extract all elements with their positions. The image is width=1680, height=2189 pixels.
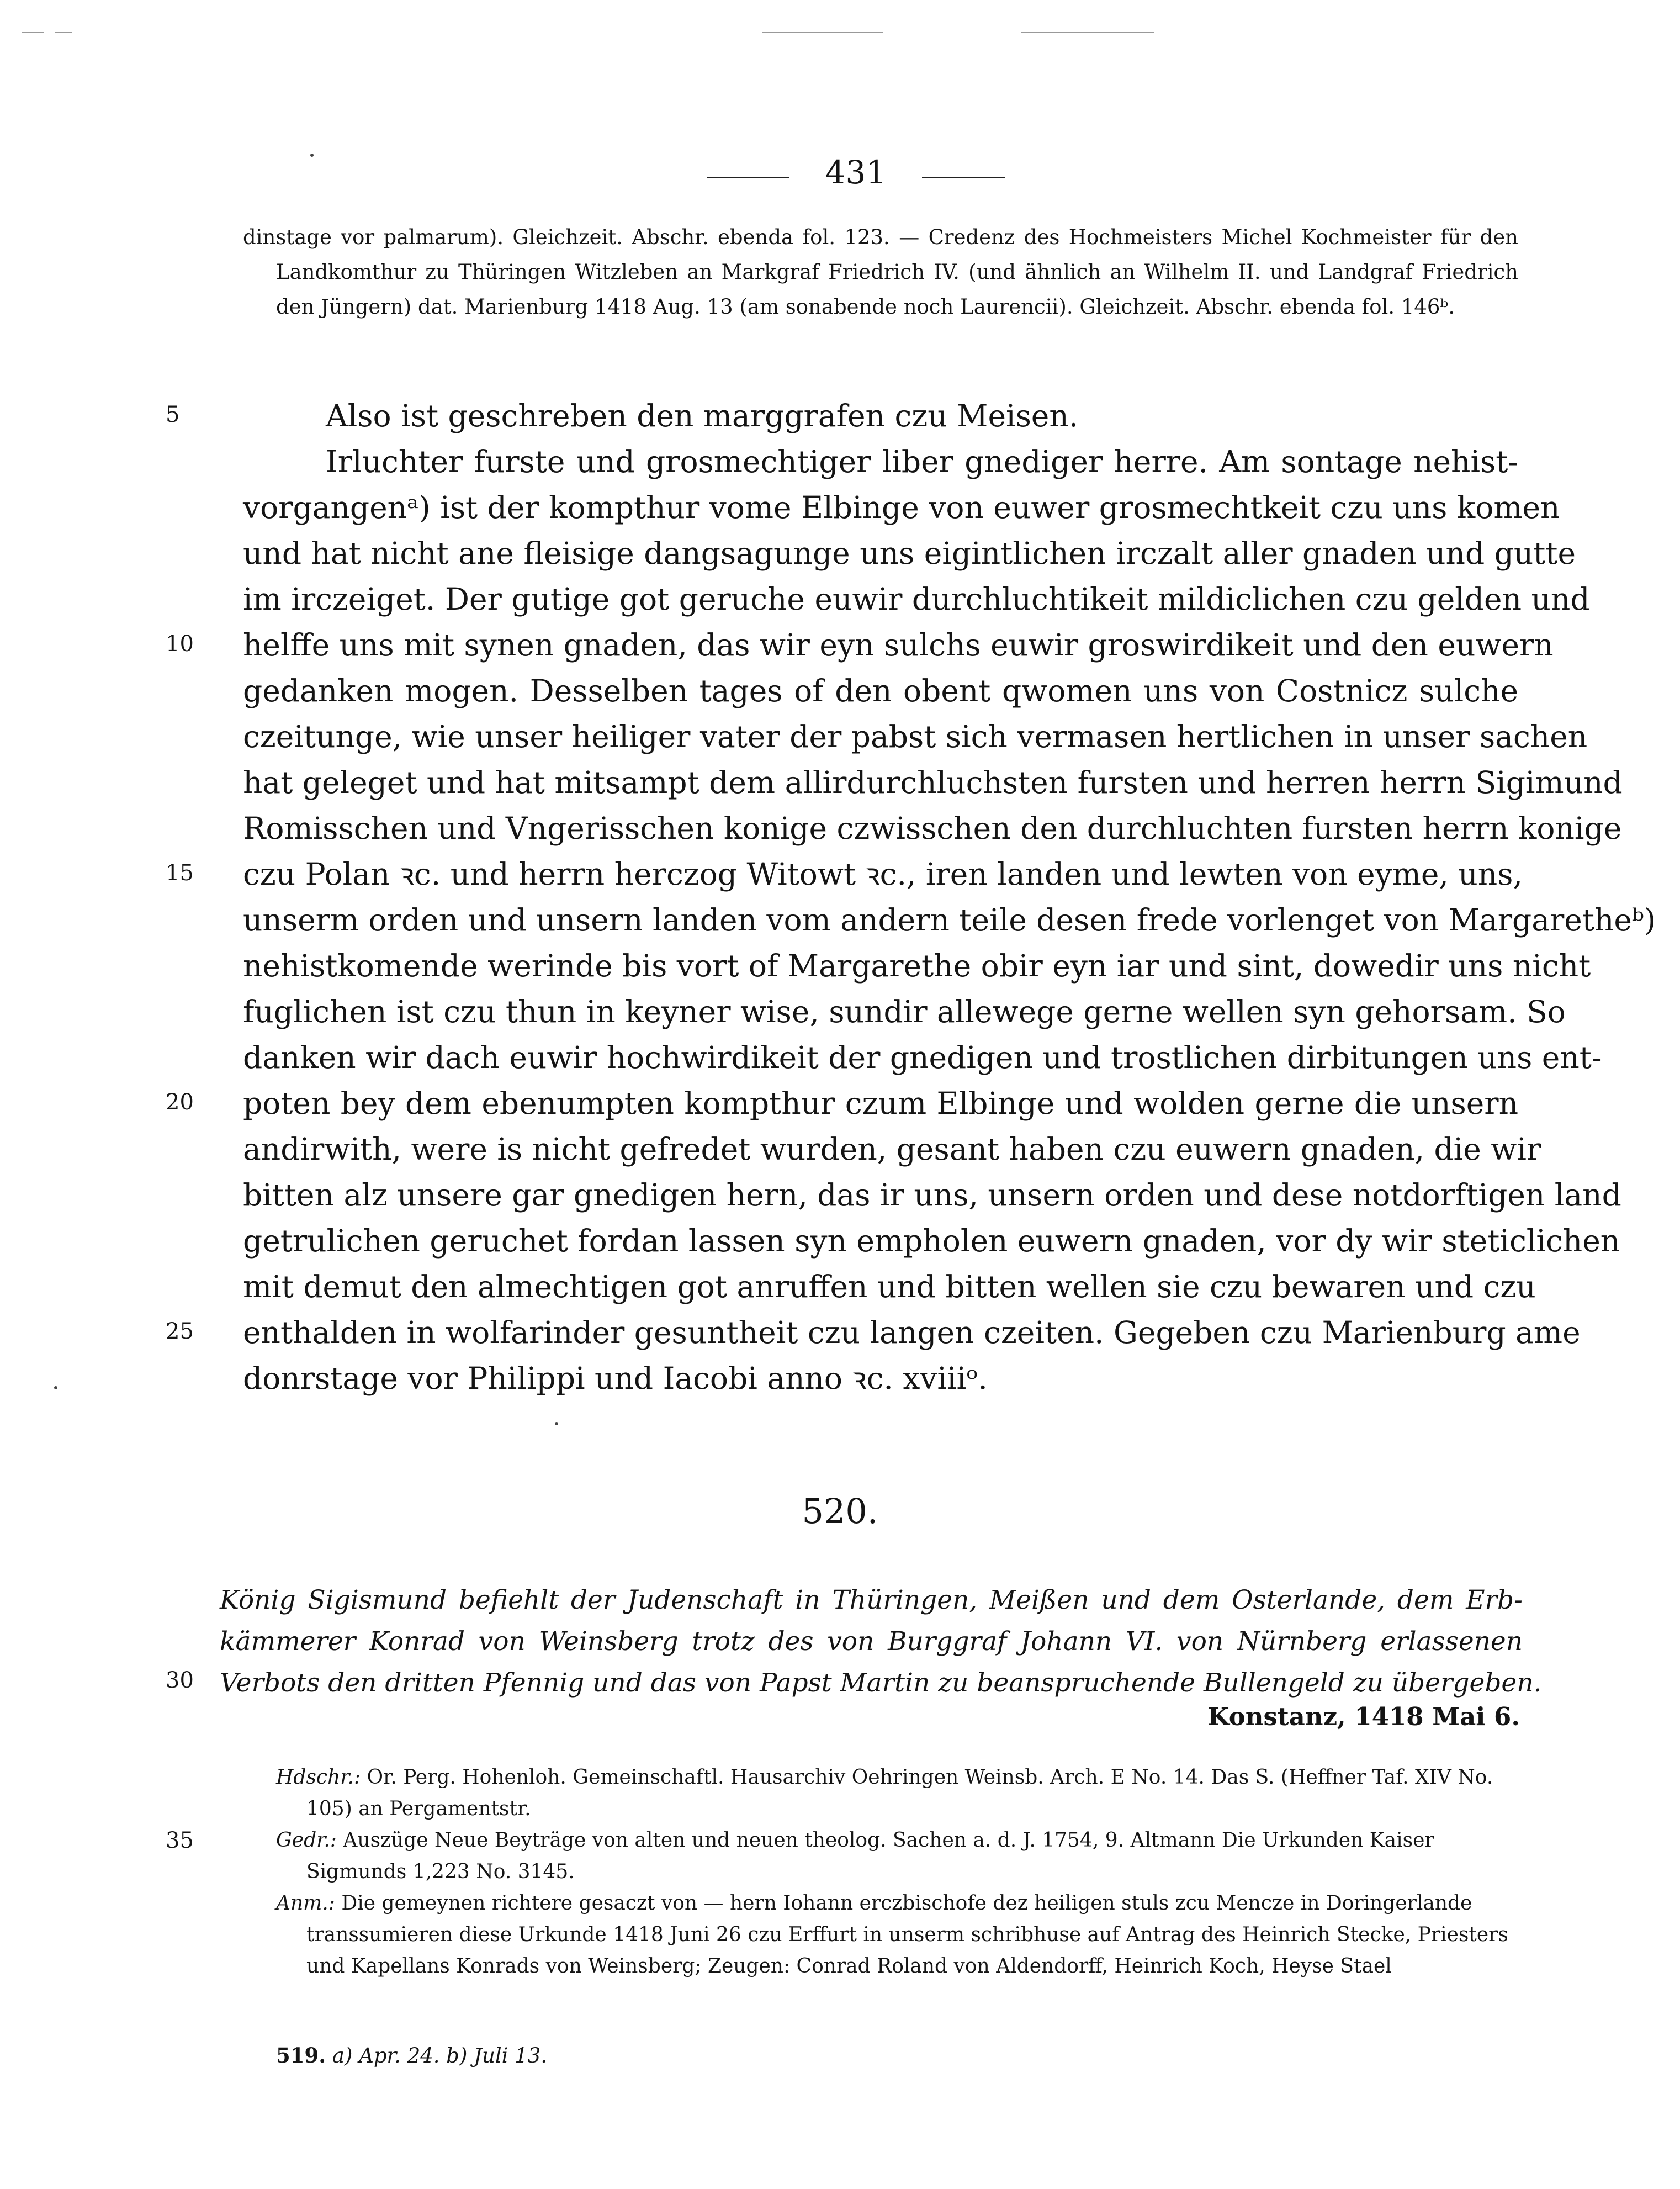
line-number-10: 10 — [166, 631, 194, 657]
scan-mark — [762, 32, 883, 33]
text-line: nehistkomende werinde bis vort of Margarethe obir eyn iar und sint, dowedir uns nicht — [243, 948, 1591, 984]
document-apparatus — [276, 1762, 1524, 1982]
text-line: gedanken mogen. Desselben tages of den obent qwomen uns von Costnicz sulche — [243, 673, 1518, 708]
regest-line: Verbots den dritten Pfennig und das von Papst Martin zu beanspruchende Bullengeld zu übergeben. — [220, 1668, 1542, 1698]
manuscript-note — [276, 1762, 1524, 1825]
document-dateline: Konstanz, 1418 Mai 6. — [1207, 1702, 1520, 1731]
document-regest — [220, 1579, 1542, 1704]
line-number-20: 20 — [166, 1090, 194, 1115]
line-number-5: 5 — [166, 402, 180, 427]
line-number-35: 35 — [166, 1828, 194, 1853]
scan-mark — [55, 32, 72, 33]
scan-speck — [310, 154, 314, 157]
note-label: Gedr.: — [276, 1829, 337, 1852]
text-line: im irczeiget. Der gutige got geruche euwir durchluchtikeit mildiclichen czu gelden und — [243, 581, 1590, 617]
note-text: Or. Perg. Hohenloh. Gemeinschaftl. Hausarchiv Oehringen Weinsb. Arch. E No. 14. Das S. (Heffner Taf. XIV No. 105) an Pergamentstr. — [306, 1766, 1493, 1820]
remark-note — [276, 1887, 1524, 1982]
text-line: andirwith, were is nicht gefredet wurden, gesant haben czu euwern gnaden, die wir — [243, 1131, 1541, 1167]
text-line: Irluchter furste und grosmechtiger liber gnediger herre. Am sontage nehist- — [326, 444, 1518, 479]
scan-mark — [22, 32, 44, 33]
text-line: vorgangenᵃ) ist der kompthur vome Elbinge von euwer grosmechtkeit czu uns komen — [243, 490, 1560, 525]
line-number-15: 15 — [166, 860, 194, 886]
print-note — [276, 1825, 1524, 1887]
text-line: helffe uns mit synen gnaden, das wir eyn sulchs euwir groswirdikeit und den euwern — [243, 627, 1554, 663]
page-header — [707, 154, 1005, 192]
note-text: Die gemeynen richtere gesaczt von — hern Iohann erczbischofe dez heiligen stuls zcu Mencze in Doringerlande transsumieren diese Urkunde 1418 Juni 26 czu Erffurt in unserm schribhuse auf Antrag des Heinrich Stecke, Priesters und Kapellans Konrads von Weinsberg; Zeugen: Conrad Roland von Aldendorff, Heinrich Koch, Heyse Stael — [306, 1892, 1508, 1977]
letter-text — [243, 393, 1656, 1402]
scan-speck — [54, 1386, 57, 1389]
text-line: danken wir dach euwir hochwirdikeit der gnedigen und trostlichen dirbitungen uns ent- — [243, 1040, 1602, 1075]
scan-mark — [1021, 32, 1154, 33]
footnote-ref: 519. — [276, 2043, 326, 2068]
text-line: donrstage vor Philippi und Iacobi anno ꝛc. xviiiᵒ. — [243, 1361, 988, 1396]
text-line: bitten alz unsere gar gnedigen hern, das ir uns, unsern orden und dese notdorftigen land — [243, 1177, 1621, 1213]
text-line: poten bey dem ebenumpten kompthur czum Elbinge und wolden gerne die unsern — [243, 1086, 1518, 1121]
text-line: hat geleget und hat mitsampt dem allirdurchluchsten fursten und herren herrn Sigimund — [243, 765, 1623, 800]
regest-line: König Sigismund befiehlt der Judenschaft in Thüringen, Meißen und dem Osterlande, dem Erb- — [220, 1585, 1523, 1615]
previous-document-notes — [243, 220, 1518, 324]
text-line: mit demut den almechtigen got anruffen und bitten wellen sie czu bewaren und czu — [243, 1269, 1536, 1304]
text-line: Romisschen und Vngerisschen konige czwisschen den durchluchten fursten herrn konige — [243, 811, 1622, 846]
footnote — [276, 2043, 547, 2068]
text-line: getrulichen geruchet fordan lassen syn empholen euwern gnaden, vor dy wir steticlichen — [243, 1223, 1620, 1259]
header-rule-right — [922, 177, 1005, 178]
text-line: czu Polan ꝛc. und herrn herczog Witowt ꝛc., iren landen und lewten von eyme, uns, — [243, 856, 1523, 892]
note-label: Anm.: — [276, 1892, 335, 1915]
line-number-30: 30 — [166, 1668, 194, 1693]
text-line: fuglichen ist czu thun in keyner wise, sundir allewege gerne wellen syn gehorsam. So — [243, 994, 1566, 1029]
page-number: 431 — [825, 154, 887, 191]
text-line: unserm orden und unsern landen vom andern teile desen frede vorlenget von Margaretheᵇ) — [243, 902, 1656, 938]
previous-document-text: dinstage vor palmarum). Gleichzeit. Abschr. ebenda fol. 123. — Credenz des Hochmeisters Michel Kochmeister für den Landkomthur zu Thüringen Witzleben an Markgraf Friedrich IV. (und ähnlich an Wilhelm II. und Landgraf Friedrich den Jüngern) dat. Marienburg 1418 Aug. 13 (am sonabende noch Laurencii). Gleichzeit. Abschr. ebenda fol. 146ᵇ. — [243, 225, 1518, 319]
regest-line: kämmerer Konrad von Weinsberg trotz des von Burggraf Johann VI. von Nürnberg erlassenen — [220, 1626, 1523, 1657]
letter-heading: Also ist geschreben den marggrafen czu Meisen. — [326, 398, 1079, 433]
footnote-text: a) Apr. 24. b) Juli 13. — [332, 2044, 548, 2068]
text-line: czeitunge, wie unser heiliger vater der pabst sich vermasen hertlichen in unser sachen — [243, 719, 1588, 754]
note-text: Auszüge Neue Beyträge von alten und neuen theolog. Sachen a. d. J. 1754, 9. Altmann Die Urkunden Kaiser Sigmunds 1,223 No. 3145. — [306, 1829, 1434, 1883]
document-number: 520. — [802, 1491, 878, 1531]
text-line: enthalden in wolfarinder gesuntheit czu langen czeiten. Gegeben czu Marienburg ame — [243, 1315, 1581, 1350]
scan-speck — [555, 1422, 558, 1425]
line-number-25: 25 — [166, 1319, 194, 1344]
text-line: und hat nicht ane fleisige dangsagunge uns eigintlichen irczalt aller gnaden und gutte — [243, 536, 1576, 571]
note-label: Hdschr.: — [276, 1766, 361, 1789]
